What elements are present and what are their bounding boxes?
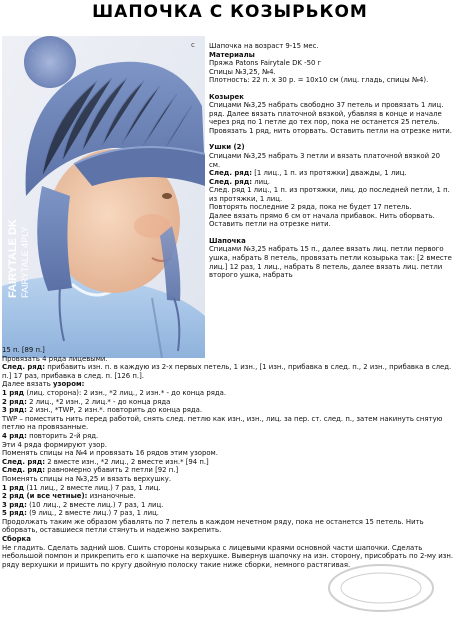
ears-line-1: Спицами №3,25 набрать 3 петли и вязать платочной вязкой 20 см. <box>209 152 441 169</box>
right-column <box>209 42 453 280</box>
watermark-seal <box>326 562 436 614</box>
body-line: 15 п. [89 п.] <box>2 346 45 354</box>
body-line: 1 ряд (11 лиц., 2 вместе лиц.) 7 раз, 1 лиц. <box>2 483 161 492</box>
instructions-body <box>2 346 454 569</box>
body-line: Продолжать таким же образом убавлять по 7 петель в каждом нечетном ряду, пока не останется 15 петель. Нить оборвать, оставшиеся петли стянуть и надежно закрепить. <box>2 517 424 535</box>
visor-heading: Козырек <box>209 92 244 101</box>
ears-line-3: След. ряд: лиц. <box>209 177 271 186</box>
assembly-heading: Сборка <box>2 535 31 544</box>
ears-heading: Ушки (2) <box>209 143 245 152</box>
body-line: Эти 4 ряда формируют узор. <box>2 440 107 449</box>
photo-corner-mark: c <box>191 41 195 49</box>
ears-line-6: Далее вязать прямо 6 см от начала прибавок. Нить оборвать. Оставить петли на отрезке нити. <box>209 211 435 229</box>
ears-line-2: След. ряд: [1 лиц., 1 п. из протяжки] дважды, 1 лиц. <box>209 169 407 178</box>
body-line: След. ряд: прибавить изн. п. в каждую из 2-х первых петель, 1 изн., [1 изн., прибавка в след. п., 2 изн., прибавка в след. п.] 17 раз, прибавка в след. п. [126 п.]. <box>2 363 452 380</box>
body-line: 2 ряд: 2 лиц., *2 изн., 2 лиц.* - до конца ряда <box>2 397 171 406</box>
ears-line-5: Повторять последние 2 ряда, пока не будет 17 петель. <box>209 203 412 212</box>
photo-caption-1: FAIRYTALE DK <box>7 219 19 298</box>
intro-age: Шапочка на возраст 9-15 мес. <box>209 42 319 50</box>
intro-density: Плотность: 22 п. х 30 р. = 10х10 см (лиц. гладь, спицы №4). <box>209 76 429 85</box>
body-line: След. ряд: 2 вместе изн., *2 лиц., 2 вместе изн.* [94 п.] <box>2 457 209 466</box>
body-line: 5 ряд: (9 лиц., 2 вместе лиц.) 7 раз, 1 лиц. <box>2 509 159 518</box>
body-line: 3 ряд: 2 изн., *TWP, 2 изн.*. повторить до конца ряда. <box>2 406 203 415</box>
body-line: Провязать 4 ряда лицевыми. <box>2 354 108 363</box>
photo-caption-2: FAIRYTALE 4PLY <box>20 226 30 298</box>
materials-heading: Материалы <box>209 50 255 59</box>
hat-text: Спицами №3,25 набрать 15 п., далее вязать лиц. петли первого ушка, набрать 8 петель, провязать петли козырька так: [2 вместе лиц.] 12 раз, 1 лиц., набрать 8 петель, далее вязать лиц. петли второго ушка, набрать <box>209 245 452 280</box>
body-line: 3 ряд: (10 лиц., 2 вместе лиц.) 7 раз, 1 лиц. <box>2 500 164 509</box>
visor-text: Спицами №3,25 набрать свободно 37 петель и провязать 1 лиц. ряд. Далее вязать платочной вязкой, убавляя в конце и начале через ряд по 1 петле до тех пор, пока не останется 25 петель. Провязать 1 ряд, нить оторвать. Оставить петли на отрезке нити. <box>209 101 452 135</box>
body-line: Поменять спицы на №3,25 и вязать верхушку. <box>2 474 172 483</box>
intro-yarn: Пряжа Patons Fairytale DK -50 г <box>209 59 322 68</box>
page-title: ШАПОЧКА С КОЗЫРЬКОМ <box>92 2 368 22</box>
intro-needles: Спицы №3,25, №4. <box>209 67 276 76</box>
body-line: Поменять спицы на №4 и провязать 16 рядов этим узором. <box>2 449 218 458</box>
body-line: След. ряд: равномерно убавить 2 петли [92 п.] <box>2 466 179 475</box>
body-line: 2 ряд (и все четные): изнаночные. <box>2 492 136 501</box>
baby-hat-photo <box>2 36 205 358</box>
body-line: 1 ряд (лиц. сторона): 2 изн., *2 лиц., 2 изн.* - до конца ряда. <box>2 388 227 397</box>
body-line: Далее вязать узором: <box>2 380 85 389</box>
hat-heading: Шапочка <box>209 236 246 245</box>
assembly-text: Не гладить. Сделать задний шов. Сшить стороны козырька с лицевыми краями основной части шапочки. Сделать небольшой помпон и прикрепить его к шапочке на верхушке. Вывернув шапочку на изн. сторону, присобрать по 2-му изн. ряду верхушки и пришить по кругу двойную полоску такие ниже сборки, немного растягивая. <box>2 543 454 569</box>
body-line: TWP – поместить нить перед работой, снять след. петлю как изн., изн., лиц. за пер. ст. след. п., затем накинуть снятую петлю на провязанные. <box>2 414 443 432</box>
body-line: 4 ряд: повторить 2-й ряд. <box>2 431 99 440</box>
ears-line-4: След. ряд 1 лиц., 1 п. из протяжки, лиц. до последней петли, 1 п. из протяжки, 1 лиц. <box>209 186 450 203</box>
